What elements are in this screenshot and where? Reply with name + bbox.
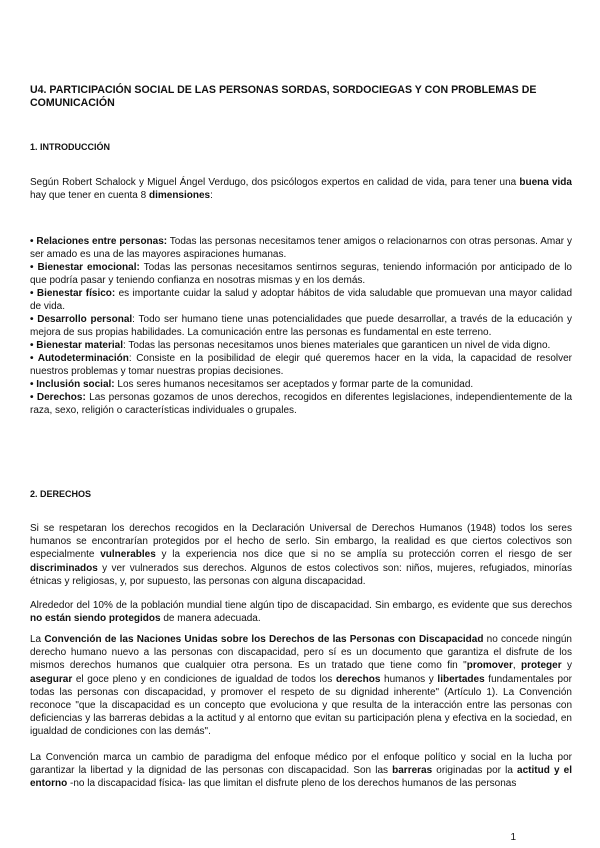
list-item-text: : Todo ser humano tiene unas potencialidades que puede desarrollar, a través de la educación y mejora de sus propias habilidades. La comunicación entre las personas es fundamental en este terreno.: [30, 314, 572, 338]
rights-paragraph-1: [30, 522, 572, 588]
intro-paragraph: [30, 176, 572, 202]
list-item-label: • Bienestar físico:: [30, 288, 116, 299]
text-run: La: [30, 634, 45, 645]
list-item-text: Los seres humanos necesitamos ser aceptados y formar parte de la comunidad.: [114, 379, 474, 390]
text-run: originadas por la: [432, 765, 518, 777]
bold-run: promover: [466, 660, 513, 672]
bold-run: barreras: [392, 765, 433, 777]
rights-paragraph-2: [30, 599, 572, 625]
text-run: ,: [512, 660, 522, 672]
list-item-text: Las personas gozamos de unos derechos, recogidos en diferentes legislaciones, independientemente de la raza, sexo, religión o características individuales o grupales.: [30, 392, 573, 416]
bold-run: dimensiones: [148, 190, 211, 202]
list-item: [30, 313, 572, 339]
list-item-label: • Derechos:: [30, 392, 86, 403]
list-item-text: es importante cuidar la salud y adoptar hábitos de vida saludable que promuevan una mayor calidad de vida.: [30, 288, 572, 312]
list-item-label: • Bienestar emocional:: [30, 262, 140, 273]
bold-run: proteger: [521, 660, 562, 672]
text-run: humanos y: [380, 673, 438, 685]
list-item-label: • Inclusión social:: [30, 379, 115, 390]
rights-paragraph-4: [30, 751, 572, 791]
text-run: de manera adecuada.: [160, 613, 261, 625]
list-item: [30, 235, 572, 261]
bold-run: discriminados: [30, 562, 98, 574]
text-run: y: [561, 660, 573, 672]
text-run: Según Robert Schalock y Miguel Ángel Verdugo, dos psicólogos expertos en calidad de vida, para tener una: [30, 177, 520, 188]
list-item-label: • Autodeterminación: [30, 353, 129, 364]
text-run: La Convención marca un cambio de paradigma del enfoque médico por el enfoque político y social en la lucha por garantizar la libertad y la dignidad de las personas con discapacidad. Son las: [30, 752, 572, 777]
list-item-text: Todas las personas necesitamos sentirnos seguras, teniendo información por anticipado de lo que podría pasar y teniendo confianza en nosotras mismas y en los demás.: [30, 262, 572, 286]
text-run: y la experiencia nos dice que si no se amplía su protección corren el riesgo de ser: [155, 549, 572, 561]
section-heading-introduccion: 1. INTRODUCCIÓN: [30, 142, 111, 152]
rights-paragraph-3: [30, 633, 572, 739]
text-run: :: [210, 190, 213, 202]
bold-run: Convención de las Naciones Unidas sobre los Derechos de las Personas con Discapacidad: [44, 634, 484, 645]
text-run: -no la discapacidad física- las que limitan el disfrute pleno de los derechos humanos de las personas: [67, 778, 517, 790]
page-number: 1: [510, 832, 516, 843]
text-run: el goce pleno y en condiciones de igualdad de todos los: [72, 673, 336, 685]
list-item: [30, 391, 572, 417]
list-item: [30, 352, 572, 378]
list-item-label: • Relaciones entre personas:: [30, 236, 168, 247]
list-item-label: • Bienestar material: [30, 340, 123, 351]
bold-run: asegurar: [30, 673, 73, 685]
bold-run: no están siendo protegidos: [30, 613, 161, 625]
text-run: hay que tener en cuenta 8: [30, 190, 149, 202]
list-item: [30, 261, 572, 287]
document-title: U4. PARTICIPACIÓN SOCIAL DE LAS PERSONAS SORDAS, SORDOCIEGAS Y CON PROBLEMAS DE COMUNICACIÓN: [30, 84, 537, 109]
bold-run: derechos: [335, 673, 381, 685]
list-item: [30, 339, 572, 352]
list-item-label: • Desarrollo personal: [30, 314, 133, 325]
list-item-text: : Consiste en la posibilidad de elegir qué queremos hacer en la vida, la capacidad de resolver nuestros problemas y tomar nuestras propias decisiones.: [30, 353, 572, 377]
bold-run: actitud y el entorno: [30, 765, 572, 790]
bold-run: buena vida: [519, 177, 572, 188]
list-item: [30, 378, 572, 391]
text-run: Alrededor del 10% de la población mundial tiene algún tipo de discapacidad. Sin embargo, es evidente que sus derechos: [30, 600, 572, 611]
text-run: no concede ningún derecho humano nuevo a las personas con discapacidad, pero sí es un documento que garantiza el disfrute de los mismos derechos humanos que cualquier otra persona. Es un tratado que tiene como fin ": [30, 634, 572, 672]
text-run: y ver vulnerados sus derechos. Algunos de estos colectivos son: niños, mujeres, refugiados, minorías étnicas y religiosas, y, por supuesto, las personas con alguna discapacidad.: [30, 562, 572, 587]
list-item: [30, 287, 572, 313]
list-item-text: Todas las personas necesitamos tener amigos o relacionarnos con otras personas. Amar y ser amado es una de las mayores aspiraciones humanas.: [30, 236, 572, 260]
bold-run: vulnerables: [100, 549, 156, 561]
section-heading-derechos: 2. DERECHOS: [30, 489, 92, 499]
bold-run: libertades: [437, 673, 485, 685]
text-run: Si se respetaran los derechos recogidos en la Declaración Universal de Derechos Humanos (1948) todos los seres humanos se encontrarían protegidos por el hecho de serlo. Sin embargo, la realidad es que ciertos colectivos son especialmente: [30, 523, 572, 561]
text-run: fundamentales por todas las personas con discapacidad, y promover el respeto de su dignidad inherente" (Artículo 1). La Convención reconoce "que la discapacidad es un concepto que evoluciona y que resulta de la interacción entre las personas con deficiencias y las barreras debidas a la actitud y al entorno que evitan su participación plena y efectiva en la sociedad, en igualdad de condiciones con las demás".: [30, 673, 572, 738]
dimensions-list: [30, 235, 572, 417]
list-item-text: : Todas las personas necesitamos unos bienes materiales que garanticen un nivel de vida digno.: [123, 340, 551, 351]
